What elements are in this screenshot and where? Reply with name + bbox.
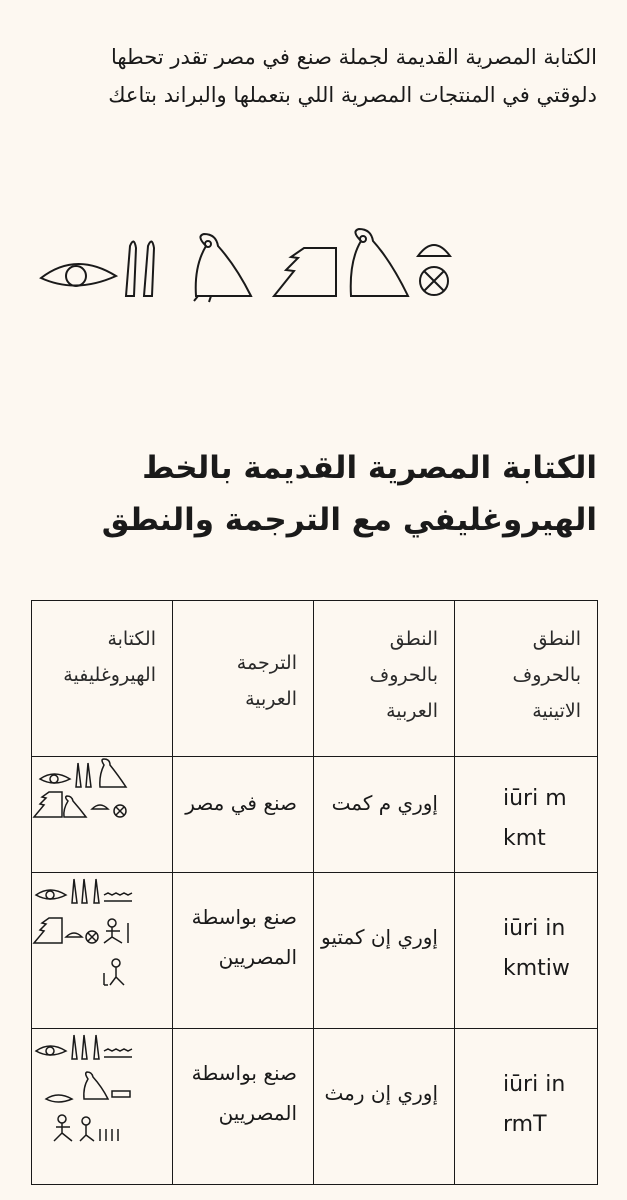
translation-cell: صنع بواسطة المصريين	[173, 1029, 314, 1185]
heading-line-1: الكتابة المصرية القديمة بالخط	[142, 450, 597, 486]
arabic-pron-cell: إوري م كمت	[314, 757, 455, 873]
section-heading	[20, 442, 597, 546]
hieroglyph-phrase-image	[36, 226, 456, 306]
hieroglyph-glyphs	[32, 757, 132, 829]
hieroglyph-glyphs	[32, 1029, 136, 1149]
intro-line-1: الكتابة المصرية القديمة لجملة صنع في مصر تقدر تحطها	[110, 45, 597, 69]
hieroglyph-phrase-svg	[36, 226, 456, 306]
arabic-pron-cell: إوري إن كمتيو	[314, 873, 455, 1029]
header-latin: النطق بالحروف الاتينية	[455, 601, 598, 757]
header-hieroglyph: الكتابة الهيروغليفية	[32, 601, 173, 757]
intro-line-2: دلوقتي في المنتجات المصرية اللي بتعملها والبراند بتاعك	[108, 83, 597, 107]
latin-cell: iūri in rmT	[455, 1029, 598, 1185]
hieroglyph-glyphs	[32, 873, 136, 993]
hieroglyph-cell	[32, 1029, 173, 1185]
table-row	[32, 1029, 598, 1185]
latin-cell: iūri m kmt	[455, 757, 598, 873]
translation-table	[31, 600, 598, 1185]
translation-cell: صنع في مصر	[173, 757, 314, 873]
latin-cell: iūri in kmtiw	[455, 873, 598, 1029]
header-arabic-pron: النطق بالحروف العربية	[314, 601, 455, 757]
heading-line-2: الهيروغليفي مع الترجمة والنطق	[101, 502, 597, 538]
hieroglyph-cell	[32, 757, 173, 873]
table-row	[32, 757, 598, 873]
header-translation: الترجمة العربية	[173, 601, 314, 757]
table-header-row	[32, 601, 598, 757]
translation-cell: صنع بواسطة المصريين	[173, 873, 314, 1029]
intro-paragraph	[26, 38, 597, 114]
hieroglyph-cell	[32, 873, 173, 1029]
arabic-pron-cell: إوري إن رمث	[314, 1029, 455, 1185]
table-row	[32, 873, 598, 1029]
